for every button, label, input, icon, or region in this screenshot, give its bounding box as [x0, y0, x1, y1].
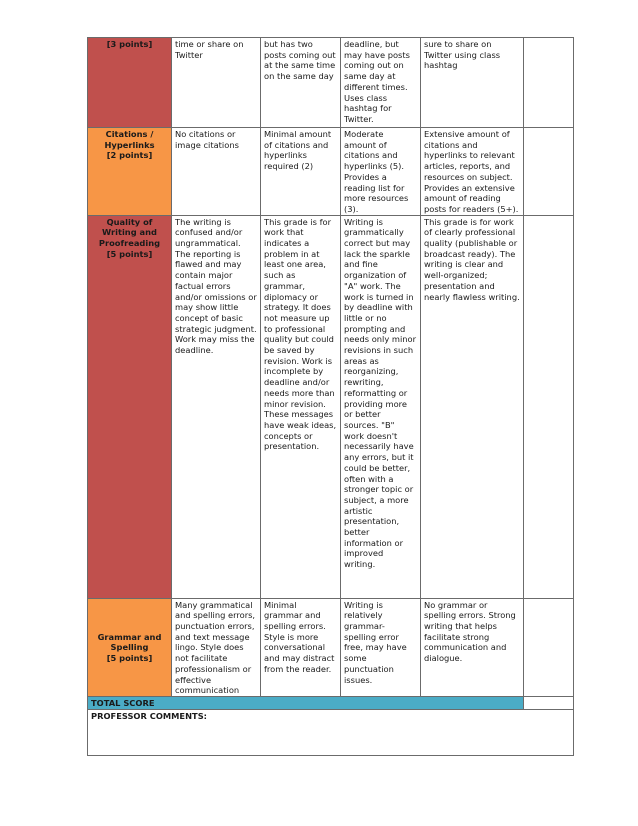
- criterion-cell: [88, 215, 172, 598]
- rubric-cell-level-4: This grade is for work of clearly professional quality (publishable or broadcast ready). The writing is clear and well-organized; presentation and nearly flawless writing.: [421, 215, 524, 598]
- rubric-cell-level-2: This grade is for work that indicates a problem in at least one area, such as grammar, diplomacy or strategy. It does not measure up to professional quality but could be saved by revision. Work is incomplete by deadline and/or needs more than minor revision. These messages have weak ideas, concepts or presentation.: [261, 215, 341, 598]
- rubric-cell-level-3: Moderate amount of citations and hyperlinks (5). Provides a reading list for more resources (3).: [341, 128, 421, 216]
- criterion-cell: [88, 38, 172, 128]
- score-cell[interactable]: [524, 598, 574, 696]
- rubric-cell-level-4: Extensive amount of citations and hyperlinks to relevant articles, reports, and resources on subject. Provides an extensive amount of reading posts for readers (5+).: [421, 128, 524, 216]
- score-cell[interactable]: [524, 38, 574, 128]
- rubric-row-citations: [88, 128, 574, 216]
- rubric-cell-level-1: No citations or image citations: [172, 128, 261, 216]
- criterion-points: [2 points]: [106, 150, 153, 161]
- professor-comments-row: [88, 709, 574, 755]
- total-score-cell[interactable]: [524, 696, 574, 709]
- rubric-cell-level-1: Many grammatical and spelling errors, punctuation errors, and text message lingo. Style does not facilitate professionalism or effective communication: [172, 598, 261, 696]
- criterion-name: Grammar and Spelling: [97, 631, 162, 653]
- criterion-name: Quality of Writing and Proofreading: [98, 216, 161, 249]
- rubric-row-grammar-spelling: [88, 598, 574, 696]
- criterion-points: [5 points]: [106, 248, 153, 259]
- rubric-cell-level-1: time or share on Twitter: [172, 38, 261, 128]
- grading-rubric-table: [87, 37, 574, 756]
- criterion-points: [3 points]: [106, 39, 153, 49]
- score-cell[interactable]: [524, 215, 574, 598]
- rubric-cell-level-3: Writing is grammatically correct but may lack the sparkle and fine organization of "A" work. The work is turned in by deadline with little or no prompting and needs only minor revisions in such areas as reorganizing, rewriting, reformatting or providing more or better sources. "B" work doesn't necessarily have any errors, but it could be better, often with a stronger topic or subject, a more artistic presentation, better information or improved writing.: [341, 215, 421, 598]
- criterion-cell: [88, 128, 172, 216]
- criterion-name: Citations / Hyperlinks: [104, 129, 155, 150]
- rubric-cell-level-2: Minimal amount of citations and hyperlinks required (2): [261, 128, 341, 216]
- rubric-cell-level-4: No grammar or spelling errors. Strong writing that helps facilitate strong communication and dialogue.: [421, 598, 524, 696]
- rubric-cell-level-1: The writing is confused and/or ungrammatical. The reporting is flawed and may contain major factual errors and/or omissions or may show little concept of basic strategic judgment. Work may miss the deadline.: [172, 215, 261, 598]
- total-score-label: TOTAL SCORE: [88, 696, 524, 709]
- rubric-row-quality-of-writing: [88, 215, 574, 598]
- rubric-row-timeliness: [88, 38, 574, 128]
- rubric-cell-level-4: sure to share on Twitter using class hashtag: [421, 38, 524, 128]
- rubric-cell-level-3: deadline, but may have posts coming out on same day at different times. Uses class hashtag for Twitter.: [341, 38, 421, 128]
- criterion-points: [5 points]: [106, 653, 153, 664]
- rubric-cell-level-2: Minimal grammar and spelling errors. Style is more conversational and may distract from the reader.: [261, 598, 341, 696]
- criterion-cell: [88, 598, 172, 696]
- rubric-cell-level-3: Writing is relatively grammar-spelling error free, may have some punctuation issues.: [341, 598, 421, 696]
- rubric-cell-level-2: but has two posts coming out at the same time on the same day: [261, 38, 341, 128]
- total-score-row: [88, 696, 574, 709]
- professor-comments-label[interactable]: PROFESSOR COMMENTS:: [88, 709, 574, 755]
- score-cell[interactable]: [524, 128, 574, 216]
